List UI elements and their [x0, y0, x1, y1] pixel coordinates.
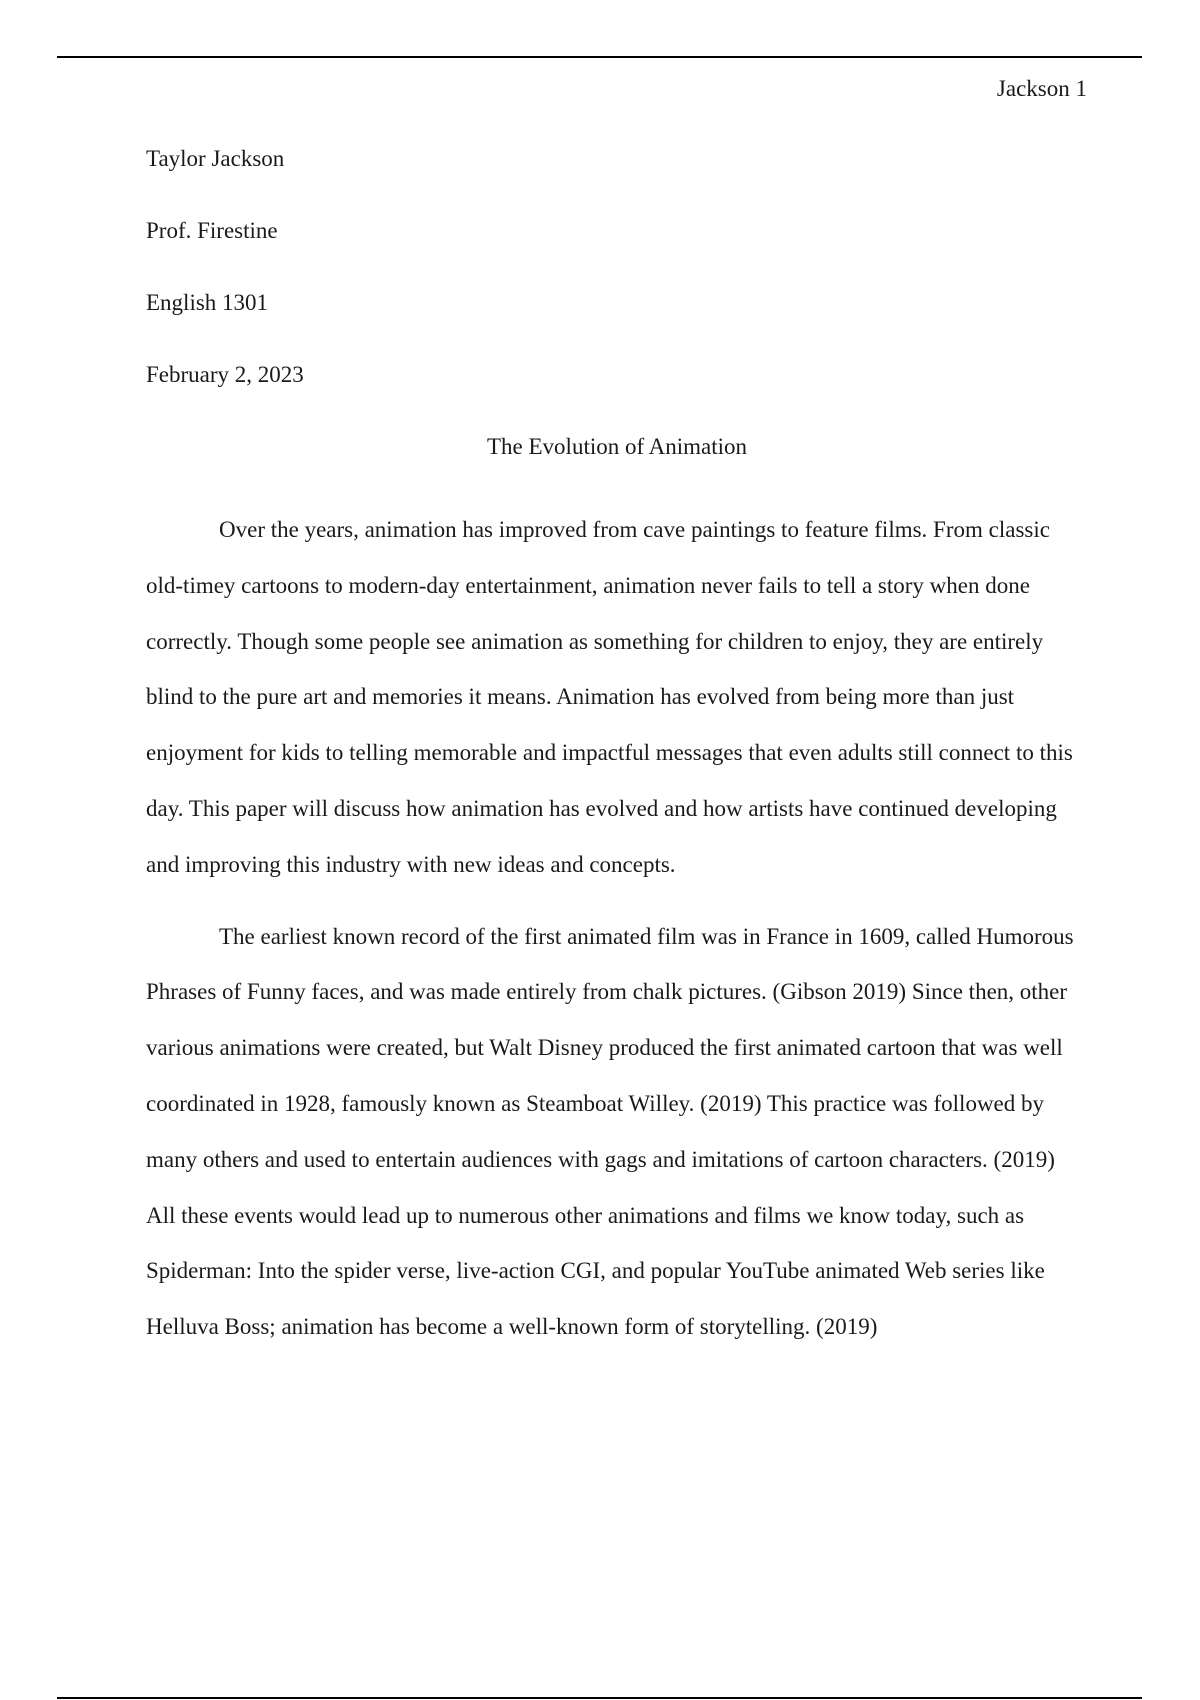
paper-title: The Evolution of Animation: [487, 434, 747, 459]
document-date: February 2, 2023: [146, 362, 304, 387]
bottom-divider: [57, 1697, 1142, 1699]
course-name: English 1301: [146, 290, 269, 315]
mla-heading: [146, 144, 1088, 432]
instructor-name: Prof. Firestine: [146, 218, 278, 243]
paper-body: [146, 502, 1088, 1371]
running-head: Jackson 1: [996, 76, 1087, 101]
author-name: Taylor Jackson: [146, 146, 285, 171]
paragraph-introduction: Over the years, animation has improved from cave paintings to feature films. From classic old-timey cartoons to modern-day entertainment, animation never fails to tell a story when done correctly. Though some people see animation as something for children to enjoy, they are entirely blind to the pure art and memories it means. Animation has evolved from being more than just enjoyment for kids to telling memorable and impactful messages that even adults still connect to this day. This paper will discuss how animation has evolved and how artists have continued developing and improving this industry with new ideas and concepts.: [146, 517, 1073, 877]
top-divider: [57, 56, 1142, 58]
paragraph-history: The earliest known record of the first animated film was in France in 1609, called Humorous Phrases of Funny faces, and was made entirely from chalk pictures. (Gibson 2019) Since then, other various animations were created, but Walt Disney produced the first animated cartoon that was well coordinated in 1928, famously known as Steamboat Willey. (2019) This practice was followed by many others and used to entertain audiences with gags and imitations of cartoon characters. (2019) All these events would lead up to numerous other animations and films we know today, such as Spiderman: Into the spider verse, live-action CGI, and popular YouTube animated Web series like Helluva Boss; animation has become a well-known form of storytelling. (2019): [146, 923, 1074, 1340]
